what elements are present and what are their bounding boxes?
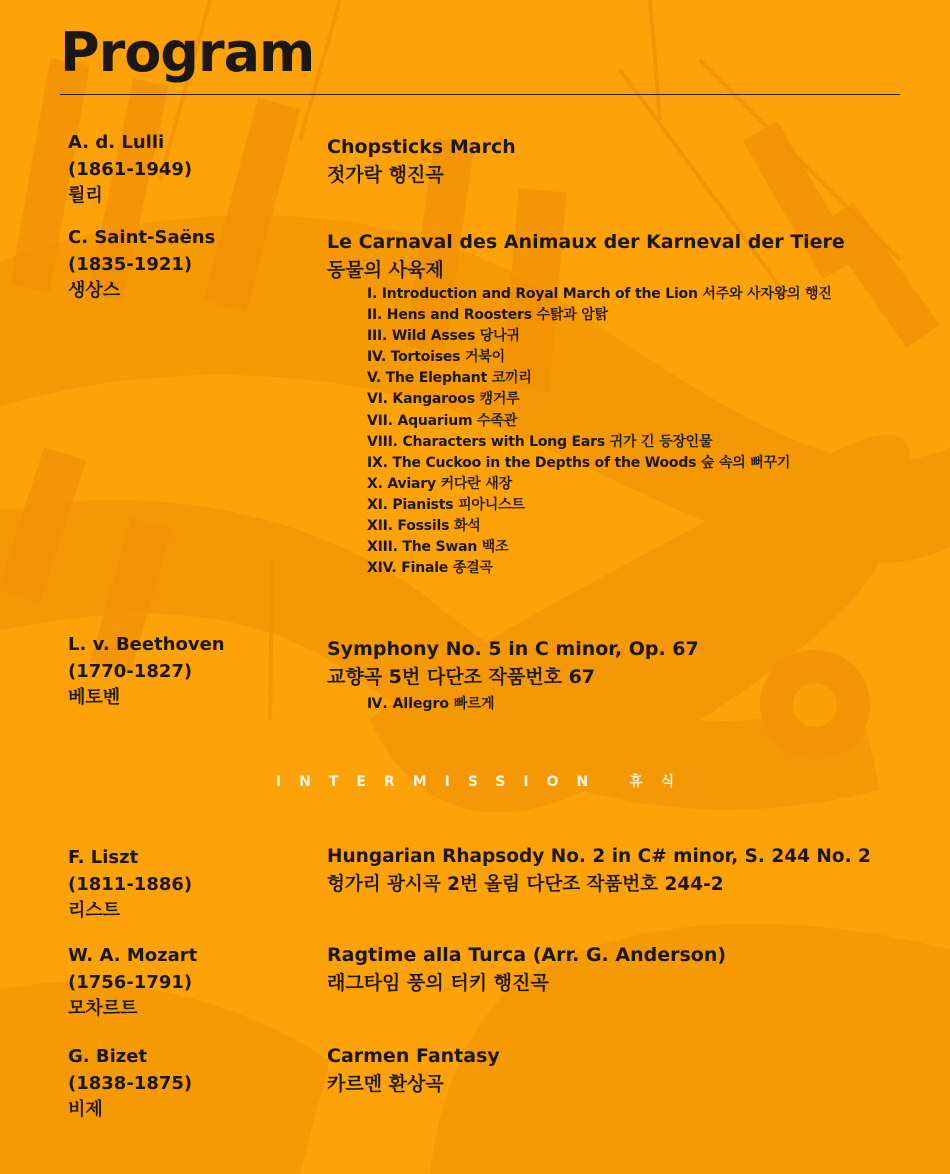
composer-block xyxy=(68,225,215,305)
page-title: Program xyxy=(60,21,315,84)
composer-dates: (1756-1791) xyxy=(68,971,193,993)
work-korean-title: 교향곡 5번 다단조 작품번호 67 xyxy=(327,666,596,688)
composer-name: A. d. Lulli xyxy=(68,132,165,153)
title-divider xyxy=(60,94,900,95)
work-block xyxy=(327,1042,500,1098)
movement-item: IX. The Cuckoo in the Depths of the Woods 숲 속의 뻐꾸기 xyxy=(367,454,791,471)
movement-item: II. Hens and Roosters 수탉과 암탉 xyxy=(367,307,608,324)
movement-item: XII. Fossils 화석 xyxy=(367,518,481,535)
work-block xyxy=(327,133,516,189)
movement-item: VII. Aquarium 수족관 xyxy=(367,412,518,429)
composer-dates: (1835-1921) xyxy=(68,253,193,275)
work-korean-title: 카르멘 환상곡 xyxy=(327,1073,444,1095)
intermission-label: INTERMISSION 휴식 xyxy=(275,774,693,790)
work-block xyxy=(327,941,726,997)
composer-block xyxy=(68,845,192,925)
composer-name: G. Bizet xyxy=(68,1046,148,1067)
composer-korean-name: 리스트 xyxy=(68,900,121,921)
composer-name: F. Liszt xyxy=(68,847,139,868)
composer-name: W. A. Mozart xyxy=(68,945,198,966)
composer-block xyxy=(68,1044,192,1124)
work-block xyxy=(327,228,845,284)
movement-item: XI. Pianists 피아니스트 xyxy=(367,496,525,513)
work-korean-title: 헝가리 광시곡 2번 올림 다단조 작품번호 244-2 xyxy=(327,874,724,895)
work-korean-title: 젓가락 행진곡 xyxy=(327,164,444,186)
composer-korean-name: 모차르트 xyxy=(68,998,138,1019)
composer-dates: (1811-1886) xyxy=(68,873,193,895)
work-title: Hungarian Rhapsody No. 2 in C# minor, S. 244 No. 2 xyxy=(327,846,871,867)
composer-block xyxy=(68,130,192,210)
movement-item: VIII. Characters with Long Ears 귀가 긴 등장인물 xyxy=(367,433,713,450)
composer-block xyxy=(68,632,225,712)
composer-dates: (1770-1827) xyxy=(68,660,193,682)
movement-list xyxy=(367,284,832,579)
movement-item: III. Wild Asses 당나귀 xyxy=(367,328,520,345)
composer-dates: (1861-1949) xyxy=(68,158,193,180)
composer-korean-name: 비제 xyxy=(68,1099,103,1120)
composer-block xyxy=(68,943,197,1023)
composer-korean-name: 륄리 xyxy=(68,185,103,206)
work-korean-title: 동물의 사육제 xyxy=(327,259,444,281)
work-title: Ragtime alla Turca (Arr. G. Anderson) xyxy=(327,944,727,966)
work-title: Symphony No. 5 in C minor, Op. 67 xyxy=(327,638,699,660)
composer-name: L. v. Beethoven xyxy=(68,634,225,655)
composer-name: C. Saint-Saëns xyxy=(68,227,216,248)
work-title: Le Carnaval des Animaux der Karneval der Tiere xyxy=(327,231,845,253)
work-title: Chopsticks March xyxy=(327,136,516,158)
movement-item: Ⅳ. Allegro 빠르게 xyxy=(367,696,495,712)
composer-korean-name: 베토벤 xyxy=(68,687,121,708)
movement-item: V. The Elephant 코끼리 xyxy=(367,370,532,387)
movement-item: I. Introduction and Royal March of the Lion 서주와 사자왕의 행진 xyxy=(367,286,832,302)
movement-item: XIV. Finale 종결곡 xyxy=(367,560,493,577)
composer-dates: (1838-1875) xyxy=(68,1072,193,1094)
movement-item: X. Aviary 커다란 새장 xyxy=(367,475,512,492)
work-block xyxy=(327,843,871,899)
movement-item: IV. Tortoises 거북이 xyxy=(367,349,505,366)
movement-item: XIII. The Swan 백조 xyxy=(367,539,509,556)
work-korean-title: 래그타임 풍의 터키 행진곡 xyxy=(327,972,549,994)
movement-item: VI. Kangaroos 캥거루 xyxy=(367,391,520,408)
work-block xyxy=(327,635,699,691)
work-title: Carmen Fantasy xyxy=(327,1045,500,1067)
composer-korean-name: 생상스 xyxy=(68,280,121,301)
